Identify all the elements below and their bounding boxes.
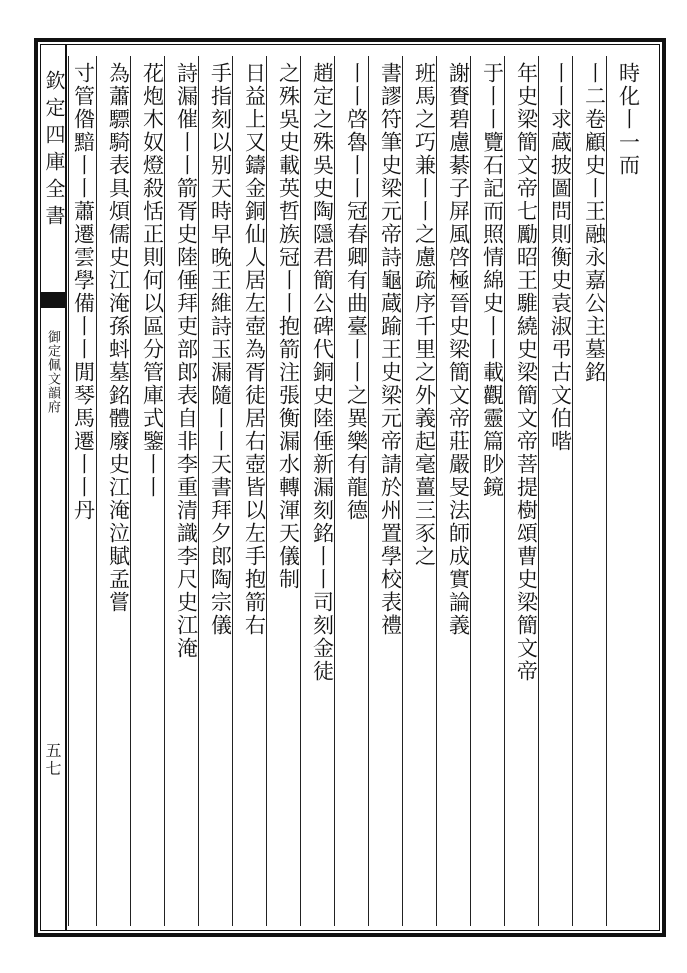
column-text: 丨丨求蔵披圖問則衡史袁淑弔古文伯喈 [548, 62, 573, 453]
column-text: 之殊吳史載英哲族冠丨丨抱箭注張衡漏水轉渾天儀制 [276, 62, 301, 591]
column-text: 丨丨啓魯丨丨冠春卿有曲臺丨丨之異樂有龍德 [344, 62, 369, 522]
column-text: 時化丨一而 [616, 62, 641, 177]
column-text: 趙定之殊吳史陶隱君簡公碑代銅史陸倕新漏刻銘丨丨司刻金徒 [310, 62, 335, 683]
column-text: 于丨丨覽石記而照情綿史丨丨載觀靈篇眇鏡 [480, 62, 505, 499]
header-title: 欽定四庫全書 [42, 70, 66, 232]
header-page-number: 五七 [43, 742, 62, 778]
column-text: 丨二卷顧史丨王融永嘉公主墓銘 [582, 62, 607, 384]
column-text: 班馬之巧兼丨丨之慮疏序千里之外義起毫薑三豕之 [412, 62, 437, 568]
header-subtitle: 御定佩文韻府 [45, 330, 60, 414]
column-text: 謝賚碧慮綦子屏風啓極晉史梁簡文帝莊嚴旻法師成實論義 [446, 62, 471, 637]
column-text: 寸管偺黯丨丨蕭遷雲學備丨丨閒琴馬遷丨丨丹 [71, 62, 96, 522]
column-text: 書謬符筆史梁元帝詩龜蔵踰王史梁元帝請於州置學校表禮 [378, 62, 403, 637]
column-text: 手指刻以别天時早晚王維詩玉漏隨丨丨天書拜夕郎陶宗儀 [208, 62, 233, 637]
column-text: 為蕭驃騎表具煩儒史江淹孫蚪墓銘體廢史江淹泣賦孟嘗 [106, 62, 131, 614]
column-text: 日益上又鑄金銅仙人居左壺為胥徒居右壺皆以左手抱箭右 [242, 62, 267, 637]
column-text: 詩漏催丨丨箭胥史陸倕拜吏部郎表自非李重清識李尺史江淹 [174, 62, 199, 660]
text-column-17 [68, 56, 98, 926]
column-text: 花炮木奴燈殺恬正則何以區分管庫式鑒丨丨 [140, 62, 165, 499]
column-text: 年史梁簡文帝七勵昭王騅繞史梁簡文帝菩提樹頌曹史梁簡文帝 [514, 62, 539, 683]
